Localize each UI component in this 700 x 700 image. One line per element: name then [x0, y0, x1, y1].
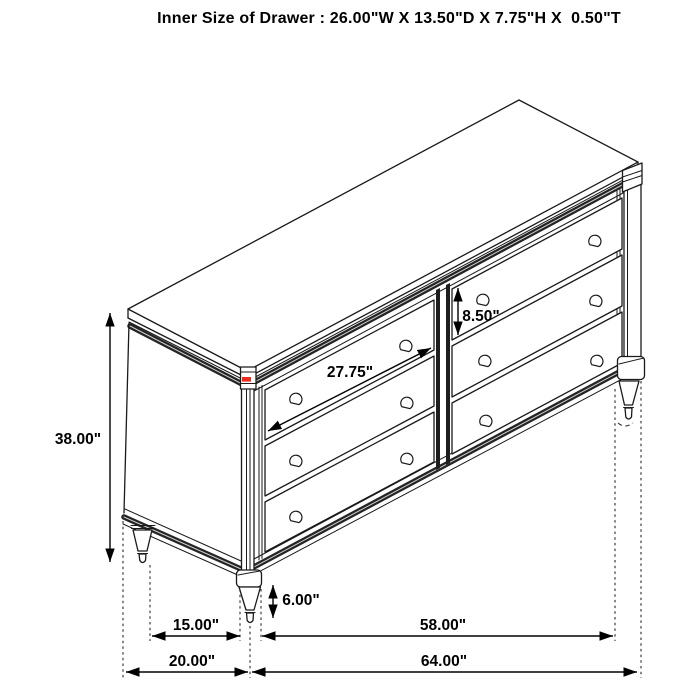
drawer-knob: [401, 397, 413, 408]
drawer-knob: [477, 294, 489, 305]
dim-label-leg-height: 6.00": [282, 592, 320, 609]
dim-leg-spacing-depth: [152, 617, 240, 636]
drawer-knob: [400, 340, 412, 351]
dim-label-drawer-width: 27.75": [326, 364, 374, 381]
dim-label-leg-spacing-width: 58.00": [419, 617, 467, 634]
drawer-knob: [590, 295, 602, 306]
dim-overall-depth: [126, 653, 248, 672]
drawer-knob: [479, 355, 491, 366]
drawer-knob: [589, 235, 601, 246]
front-left-leg: [239, 587, 261, 623]
drawer-knob: [290, 455, 302, 466]
diagram-title: Inner Size of Drawer : 26.00"W X 13.50"D X 7.75"H X 0.50"T: [157, 10, 621, 27]
red-accent-mark: [242, 377, 251, 382]
dim-label-leg-spacing-depth: 15.00": [172, 617, 220, 634]
dim-label-overall-height: 38.00": [54, 431, 102, 448]
dim-leg-height: [273, 585, 320, 618]
dresser-body: [123, 100, 645, 623]
dim-overall-height: [55, 313, 110, 562]
dim-leg-spacing-width: [262, 617, 613, 636]
drawer-knob: [290, 511, 302, 522]
drawer-knob: [401, 453, 413, 464]
dim-label-overall-width: 64.00": [420, 653, 468, 670]
drawer-knob: [290, 393, 302, 404]
hidden-back-right-leg: [618, 423, 633, 426]
dim-label-overall-depth: 20.00": [168, 653, 216, 670]
drawer-knob: [591, 355, 603, 366]
dim-label-drawer-face-height: 8.50": [462, 308, 500, 325]
front-right-leg: [618, 381, 639, 426]
back-left-leg: [131, 526, 155, 563]
drawer-knob: [480, 415, 492, 426]
dim-overall-width: [252, 653, 637, 672]
